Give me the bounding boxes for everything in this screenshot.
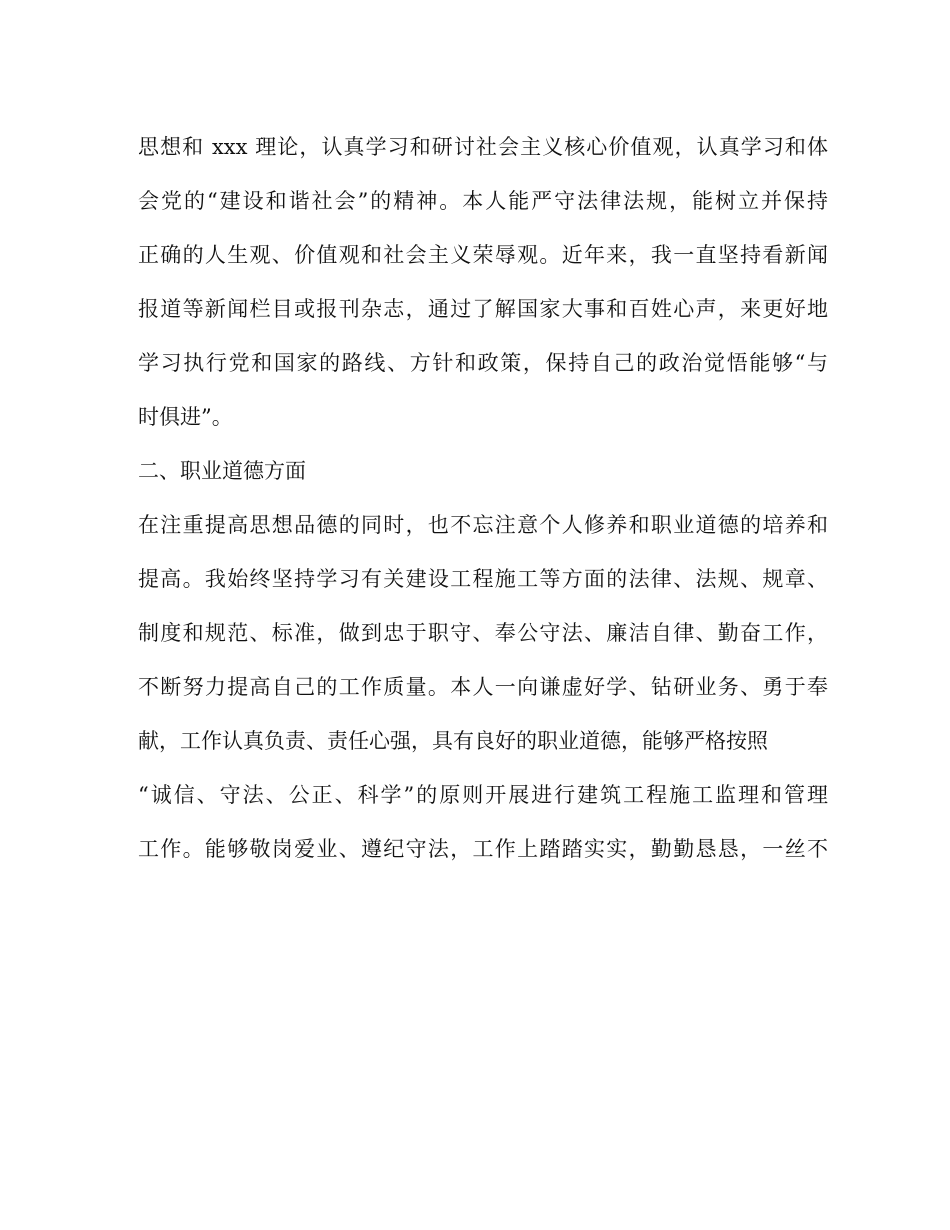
text-line-3: 正确的人生观、价值观和社会主义荣辱观。近年来，我一直坚持看新闻	[138, 243, 828, 267]
text-line-8: 在注重提高思想品德的同时，也不忘注意个人修养和职业道德的培养和	[138, 513, 828, 537]
text-line-1: 思想和 xxx 理论，认真学习和研讨社会主义核心价值观，认真学习和体	[138, 135, 828, 159]
text-line-13: “诚信、守法、公正、科学”的原则开展进行建筑工程施工监理和管理	[138, 783, 828, 807]
text-line-6: 时俱进”。	[138, 405, 233, 429]
section-heading: 二、职业道德方面	[138, 459, 306, 483]
text-line-2: 会党的“建设和谐社会”的精神。本人能严守法律法规，能树立并保持	[138, 189, 828, 213]
text-line-11: 不断努力提高自己的工作质量。本人一向谦虚好学、钻研业务、勇于奉	[138, 675, 828, 699]
text-line-5: 学习执行党和国家的路线、方针和政策，保持自己的政治觉悟能够“与	[138, 351, 828, 375]
text-line-4: 报道等新闻栏目或报刊杂志，通过了解国家大事和百姓心声，来更好地	[138, 297, 828, 321]
text-line-10: 制度和规范、标准，做到忠于职守、奉公守法、廉洁自律、勤奋工作，	[138, 621, 828, 645]
text-line-14: 工作。能够敬岗爱业、遵纪守法，工作上踏踏实实，勤勤恳恳，一丝不	[138, 837, 828, 861]
document-body	[138, 120, 828, 876]
text-line-9: 提高。我始终坚持学习有关建设工程施工等方面的法律、法规、规章、	[138, 567, 828, 591]
text-line-12: 献，工作认真负责、责任心强，具有良好的职业道德，能够严格按照	[138, 729, 768, 753]
